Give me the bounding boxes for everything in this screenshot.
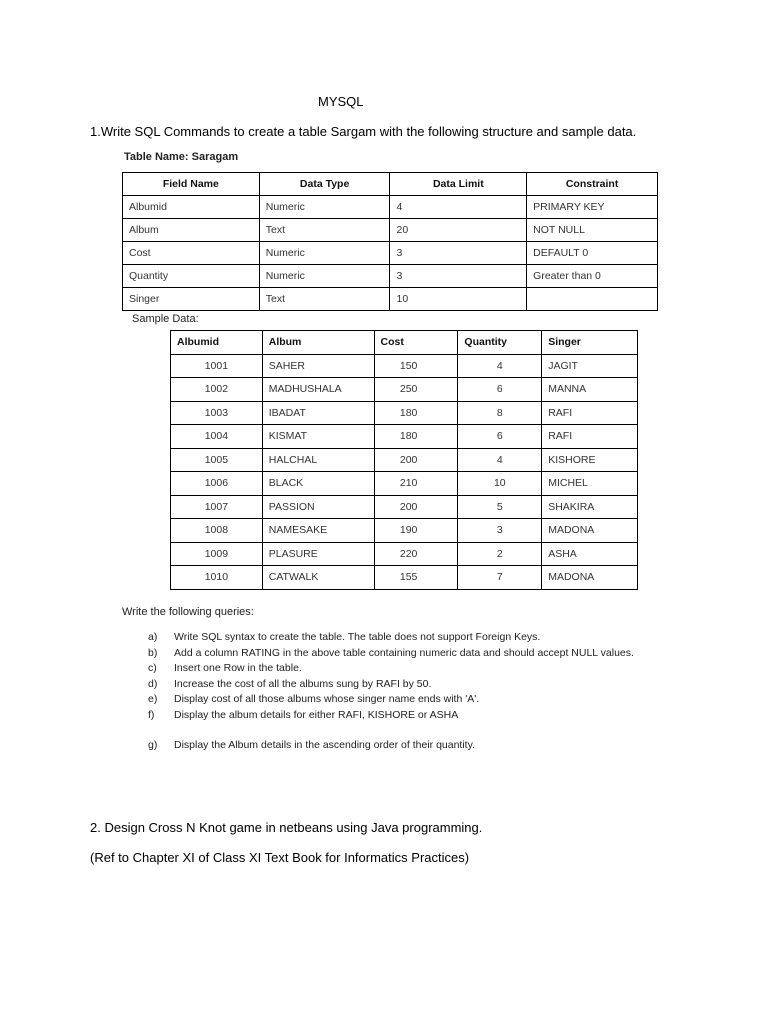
list-item (148, 630, 648, 646)
cell: 155 (374, 566, 458, 590)
cell: 7 (458, 566, 542, 590)
cell: 190 (374, 519, 458, 543)
cell: 10 (458, 472, 542, 496)
header-albumid: Albumid (171, 331, 263, 355)
cell: 1007 (171, 495, 263, 519)
question-2: 2. Design Cross N Knot game in netbeans using Java programming. (90, 820, 483, 835)
cell: Cost (123, 242, 260, 265)
cell: 20 (390, 219, 527, 242)
cell: Numeric (259, 265, 390, 288)
header-constraint: Constraint (527, 173, 658, 196)
table-row (123, 288, 658, 311)
cell: MANNA (542, 378, 638, 402)
cell: 1005 (171, 448, 263, 472)
cell: 2 (458, 542, 542, 566)
cell (527, 288, 658, 311)
cell: 4 (458, 448, 542, 472)
header-data-type: Data Type (259, 173, 390, 196)
cell: NAMESAKE (262, 519, 374, 543)
list-item (148, 738, 648, 754)
cell: 250 (374, 378, 458, 402)
table-row (123, 196, 658, 219)
cell: MADONA (542, 566, 638, 590)
table-row (171, 448, 638, 472)
table-row (123, 242, 658, 265)
cell: Singer (123, 288, 260, 311)
cell: MADONA (542, 519, 638, 543)
cell: NOT NULL (527, 219, 658, 242)
header-field-name: Field Name (123, 173, 260, 196)
list-item (148, 646, 648, 662)
cell: MADHUSHALA (262, 378, 374, 402)
structure-table (122, 172, 658, 311)
cell: 1003 (171, 401, 263, 425)
cell: Quantity (123, 265, 260, 288)
cell: 1004 (171, 425, 263, 449)
table-name-label: Table Name: Saragam (124, 151, 239, 163)
cell: 10 (390, 288, 527, 311)
query-letter: d) (148, 677, 158, 690)
cell: 150 (374, 354, 458, 378)
cell: 1001 (171, 354, 263, 378)
cell: SAHER (262, 354, 374, 378)
query-text: Display the album details for either RAFI, KISHORE or ASHA (174, 708, 459, 721)
cell: 200 (374, 448, 458, 472)
query-text: Display cost of all those albums whose singer name ends with 'A'. (174, 693, 480, 705)
cell: HALCHAL (262, 448, 374, 472)
cell: PASSION (262, 495, 374, 519)
cell: 3 (458, 519, 542, 543)
header-quantity: Quantity (458, 331, 542, 355)
sample-header-row (171, 331, 638, 355)
table-row (171, 495, 638, 519)
query-letter: g) (148, 739, 158, 751)
cell: MICHEL (542, 472, 638, 496)
page-title: MYSQL (318, 94, 364, 109)
cell: Greater than 0 (527, 265, 658, 288)
list-item (148, 708, 648, 724)
table-row (171, 425, 638, 449)
cell: 4 (458, 354, 542, 378)
table-row (171, 566, 638, 590)
cell: Albumid (123, 196, 260, 219)
table-row (171, 519, 638, 543)
table-row (171, 354, 638, 378)
cell: KISHORE (542, 448, 638, 472)
cell: 180 (374, 401, 458, 425)
cell: 8 (458, 401, 542, 425)
cell: Numeric (259, 196, 390, 219)
cell: IBADAT (262, 401, 374, 425)
cell: 6 (458, 425, 542, 449)
cell: 220 (374, 542, 458, 566)
cell: 5 (458, 495, 542, 519)
cell: 6 (458, 378, 542, 402)
cell: RAFI (542, 401, 638, 425)
list-item (148, 661, 648, 677)
cell: 1009 (171, 542, 263, 566)
cell: RAFI (542, 425, 638, 449)
query-letter: b) (148, 646, 158, 659)
table-row (123, 219, 658, 242)
cell: 200 (374, 495, 458, 519)
table-row (123, 265, 658, 288)
table-row (171, 472, 638, 496)
sample-data-table (170, 330, 638, 590)
cell: 1002 (171, 378, 263, 402)
reference-note: (Ref to Chapter XI of Class XI Text Book for Informatics Practices) (90, 850, 470, 865)
queries-list (148, 630, 648, 754)
cell: 180 (374, 425, 458, 449)
list-item (148, 692, 648, 708)
table-row (171, 401, 638, 425)
cell: KISMAT (262, 425, 374, 449)
query-letter: c) (148, 662, 157, 674)
query-text: Write SQL syntax to create the table. The table does not support Foreign Keys. (174, 631, 541, 643)
structure-header-row (123, 173, 658, 196)
cell: BLACK (262, 472, 374, 496)
header-cost: Cost (374, 331, 458, 355)
cell: 1006 (171, 472, 263, 496)
cell: PLASURE (262, 542, 374, 566)
cell: Album (123, 219, 260, 242)
cell: Text (259, 219, 390, 242)
sample-data-label: Sample Data: (132, 313, 199, 325)
query-letter: e) (148, 693, 158, 705)
query-text: Increase the cost of all the albums sung by RAFI by 50. (174, 677, 432, 690)
queries-heading: Write the following queries: (122, 606, 254, 618)
list-item (148, 677, 648, 693)
cell: SHAKIRA (542, 495, 638, 519)
query-text: Add a column RATING in the above table containing numeric data and should accept NULL values. (174, 646, 634, 659)
cell: 1010 (171, 566, 263, 590)
cell: JAGIT (542, 354, 638, 378)
cell: PRIMARY KEY (527, 196, 658, 219)
cell: 3 (390, 242, 527, 265)
cell: 1008 (171, 519, 263, 543)
query-letter: f) (148, 708, 155, 721)
header-singer: Singer (542, 331, 638, 355)
header-album: Album (262, 331, 374, 355)
cell: Numeric (259, 242, 390, 265)
table-row (171, 542, 638, 566)
query-text: Insert one Row in the table. (174, 662, 302, 674)
header-data-limit: Data Limit (390, 173, 527, 196)
query-letter: a) (148, 631, 158, 643)
question-1: 1.Write SQL Commands to create a table Sargam with the following structure and sample data. (90, 124, 637, 139)
cell: DEFAULT 0 (527, 242, 658, 265)
cell: 210 (374, 472, 458, 496)
cell: 3 (390, 265, 527, 288)
query-text: Display the Album details in the ascending order of their quantity. (174, 739, 475, 751)
cell: 4 (390, 196, 527, 219)
table-row (171, 378, 638, 402)
cell: ASHA (542, 542, 638, 566)
cell: CATWALK (262, 566, 374, 590)
cell: Text (259, 288, 390, 311)
